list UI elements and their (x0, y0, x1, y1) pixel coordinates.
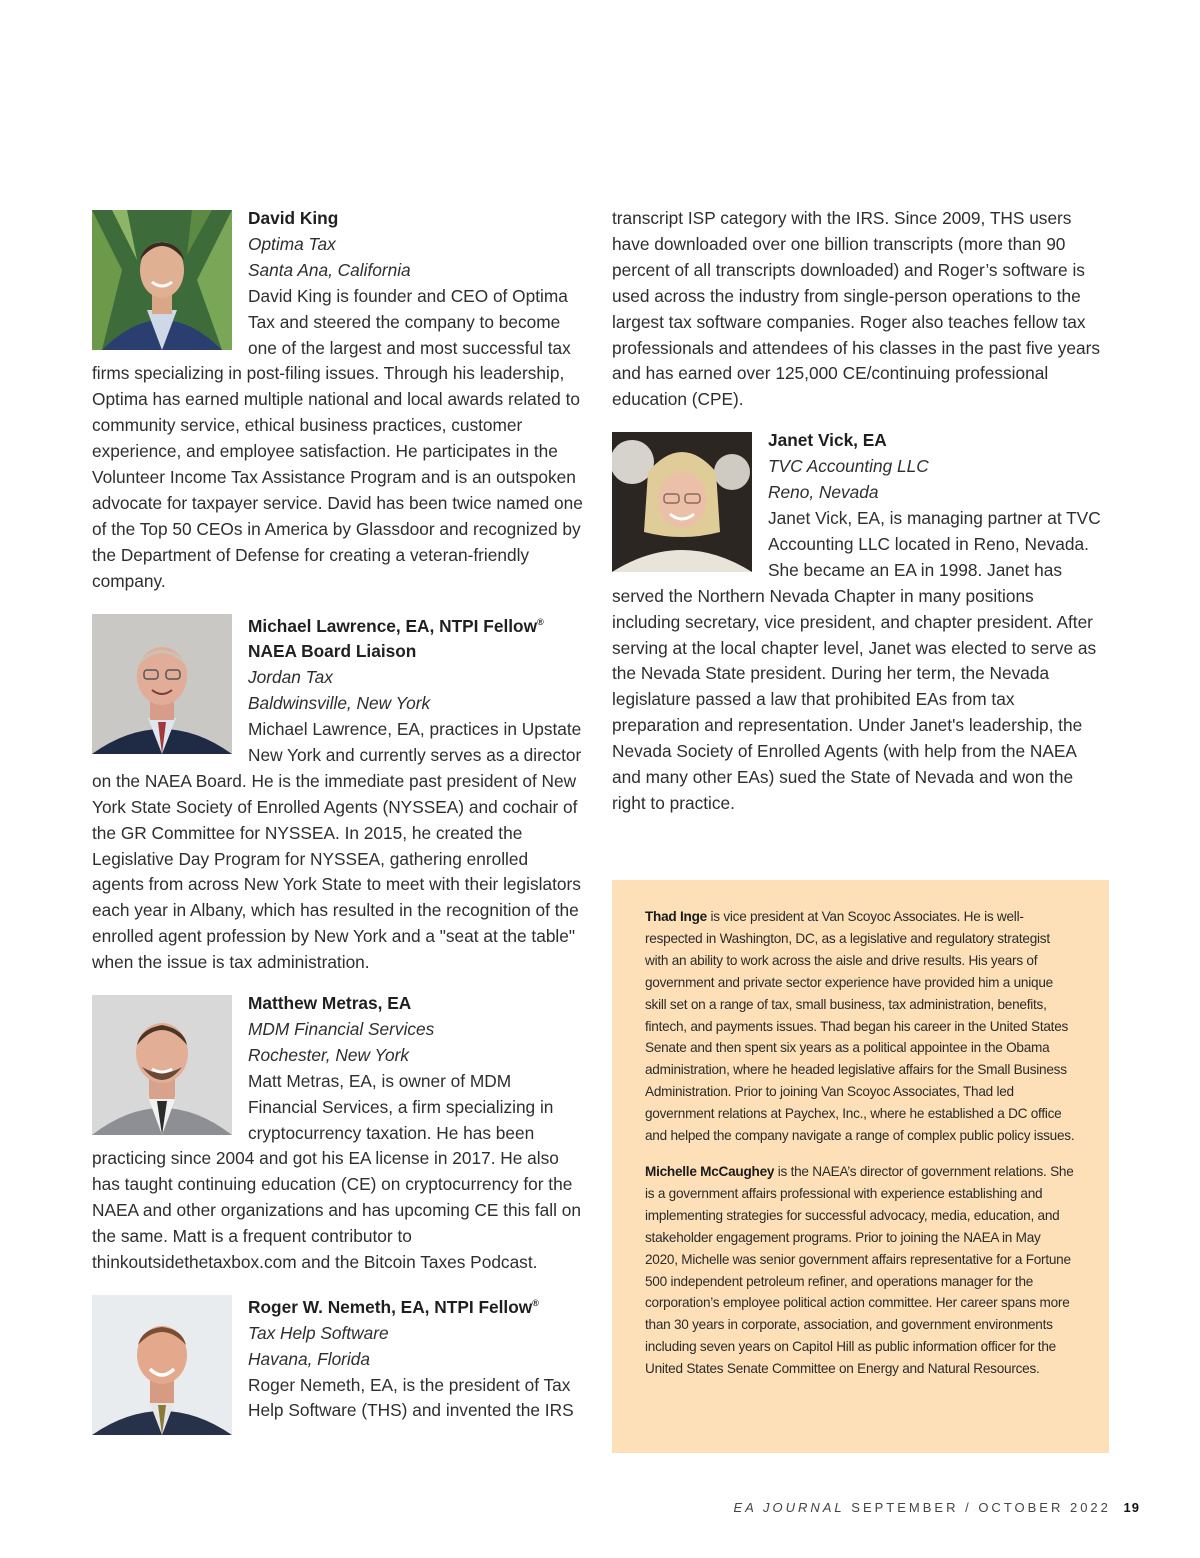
profile-david-king (92, 206, 584, 595)
profile-matthew-metras (92, 991, 584, 1276)
profile-bio: Matt Metras, EA, is owner of MDM Financial Services, a firm specializing in cryptocurrency taxation. He has been practicing since 2004 and got his EA license in 2017. He also has taught continuing education (CE) on cryptocurrency for the NAEA and other organizations and has upcoming CE this fall on the same. Matt is a frequent contributor to thinkoutsidethetaxbox.com and the Bitcoin Taxes Podcast. (92, 1070, 581, 1273)
profile-janet-vick (612, 428, 1102, 817)
profile-location: Santa Ana, California (248, 259, 411, 280)
footer-issue: SEPTEMBER / OCTOBER 2022 (851, 1500, 1111, 1515)
page-footer (734, 1500, 1140, 1515)
sidebar-paragraph-michelle-mccaughey: Michelle McCaughey is the NAEA’s director of government relations. She is a government affairs professional with experience establishing and implementing strategies for successful advocacy, media, education, and stakeholder engagement programs. Prior to joining the NAEA in May 2020, Michelle was senior government affairs representative for a Fortune 500 independent petroleum refiner, and operations manager for the corporation’s employee political action committee. Her career spans more than 30 years in corporate, association, and government environments including seven years on Capitol Hill as public information officer for the United States Senate Committee on Energy and Natural Resources. (645, 1163, 1074, 1377)
profile-location: Havana, Florida (248, 1348, 370, 1369)
profile-roger-nemeth-continued (612, 206, 1102, 413)
portrait-photo-matthew-metras (92, 995, 232, 1135)
profile-name: Michael Lawrence, EA, NTPI Fellow® (248, 615, 544, 636)
profile-role: NAEA Board Liaison (248, 641, 417, 662)
profile-michael-lawrence (92, 610, 584, 976)
portrait-photo-janet-vick (612, 432, 752, 572)
profile-location: Reno, Nevada (768, 482, 879, 503)
profile-company: Tax Help Software (248, 1322, 389, 1343)
right-column (612, 206, 1102, 817)
profile-bio: David King is founder and CEO of Optima Tax and steered the company to become one of the largest and most successful tax firms specializing in post-filing issues. Through his leadership, Optima has earned multiple national and local awards related to community service, ethical business practices, customer experience, and employee satisfaction. He participates in the Volunteer Income Tax Assistance Program and is an outspoken advocate for taxpayer service. David has been twice named one of the Top 50 CEOs in America by Glassdoor and recognized by the Department of Defense for creating a veteran-friendly company. (92, 285, 583, 591)
profile-name: Roger W. Nemeth, EA, NTPI Fellow® (248, 1296, 539, 1317)
page-number: 19 (1123, 1500, 1140, 1515)
profile-name: Janet Vick, EA (768, 430, 887, 451)
left-column (92, 206, 584, 1435)
portrait-photo-roger-nemeth (92, 1295, 232, 1435)
footer-journal-name: EA JOURNAL (733, 1500, 845, 1515)
profile-bio: Roger Nemeth, EA, is the president of Tax Help Software (THS) and invented the IRS (248, 1374, 574, 1421)
profile-company: TVC Accounting LLC (768, 456, 929, 477)
profile-name: Matthew Metras, EA (248, 993, 412, 1014)
profile-company: Jordan Tax (248, 667, 333, 688)
profile-bio: Michael Lawrence, EA, practices in Upstate New York and currently serves as a director on the NAEA Board. He is the immediate past president of New York State Society of Enrolled Agents (NYSSEA) and cochair of the GR Committee for NYSSEA. In 2015, he created the Legislative Day Program for NYSSEA, gathering enrolled agents from across New York State to meet with their legislators each year in Albany, which has resulted in the recognition of the enrolled agent profession by New York and a "seat at the table" when the issue is tax administration. (92, 718, 582, 973)
profile-roger-nemeth (92, 1291, 584, 1424)
profile-company: Optima Tax (248, 233, 336, 254)
sidebar-paragraph-thad-inge: Thad Inge is vice president at Van Scoyoc Associates. He is well-respected in Washington, DC, as a legislative and regulatory strategist with an ability to work across the aisle and drive results. His years of government and private sector experience have provided him a unique skill set on a range of tax, small business, tax administration, benefits, fintech, and payments issues. Thad began his career in the United States Senate and then spent six years as a political appointee in the Obama administration, where he headed legislative affairs for the Small Business Administration. Prior to joining Van Scoyoc Associates, Thad led government relations at Paychex, Inc., where he established a DC office and helped the company navigate a range of complex public policy issues. (645, 909, 1075, 1144)
profile-bio: Janet Vick, EA, is managing partner at TVC Accounting LLC located in Reno, Nevada. She became an EA in 1998. Janet has served the Northern Nevada Chapter in many positions including secretary, vice president, and chapter president. After serving at the local chapter level, Janet was elected to serve as the Nevada State president. During her term, the Nevada legislature passed a law that prohibited EAs from tax preparation and representation. Under Janet's leadership, the Nevada Society of Enrolled Agents (with help from the NAEA and many other EAs) sued the State of Nevada and won the right to practice. (612, 507, 1101, 813)
profile-company: MDM Financial Services (248, 1018, 435, 1039)
portrait-photo-david-king (92, 210, 232, 350)
profile-location: Baldwinsville, New York (248, 693, 431, 714)
profile-name: David King (248, 208, 339, 228)
portrait-photo-michael-lawrence (92, 614, 232, 754)
staff-sidebar-box (612, 880, 1109, 1453)
profile-bio-continued: transcript ISP category with the IRS. Since 2009, THS users have downloaded over one billion transcripts (more than 90 percent of all transcripts downloaded) and Roger’s software is used across the industry from single-person operations to the largest tax software companies. Roger also teaches fellow tax professionals and attendees of his classes in the past five years and has earned over 125,000 CE/continuing professional education (CPE). (612, 208, 1100, 410)
profile-location: Rochester, New York (248, 1044, 410, 1065)
